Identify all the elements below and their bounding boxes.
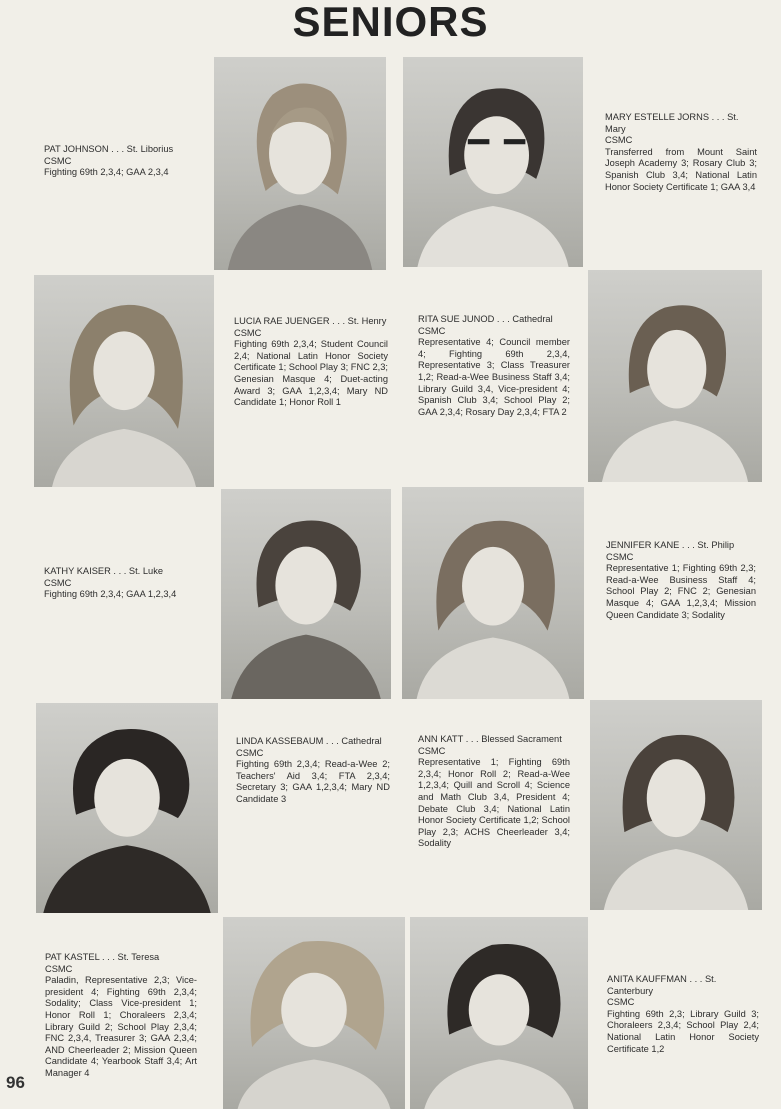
student-bio-lucia-juenger <box>234 316 388 409</box>
portrait-icon <box>590 700 762 910</box>
student-name: KATHY KAISER . . . St. Luke <box>44 566 164 576</box>
student-school: CSMC <box>607 997 635 1008</box>
student-name: RITA SUE JUNOD . . . Cathedral <box>418 314 553 324</box>
portrait-photo-mary-jorns <box>403 57 583 267</box>
student-activities: Fighting 69th 2,3,4; GAA 2,3,4 <box>44 167 169 178</box>
student-name: PAT KASTEL . . . St. Teresa <box>45 952 160 962</box>
student-activities: Fighting 69th 2,3,4; Read-a-Wee 2; Teachers' Aid 3,4; FTA 2,3,4; Secretary 3; GAA 1,2,3,4; Mary ND Candidate 3 <box>236 759 390 804</box>
student-school: CSMC <box>418 745 446 756</box>
student-name: MARY ESTELLE JORNS . . . St. Mary <box>605 112 739 134</box>
student-school: CSMC <box>606 551 634 562</box>
student-name: LINDA KASSEBAUM . . . Cathedral <box>236 736 382 746</box>
portrait-icon <box>402 487 584 699</box>
student-school: CSMC <box>418 325 446 336</box>
portrait-photo-ann-katt <box>590 700 762 910</box>
student-bio-kathy-kaiser <box>44 566 212 601</box>
portrait-icon <box>410 917 588 1109</box>
page-title: SENIORS <box>292 0 489 45</box>
student-activities: Paladin, Representative 2,3; Vice-president 4; Fighting 69th 2,3,4; Sodality; Class Vice-president 1; Honor Roll 1; Choraleers 2,3,4; Library Guild 2; School Play 2,3,4; FNC 2,3,4, Treasurer 3; GAA 2,3,4; AND Cheerleader 2; Mission Queen Candidate 4; Yearbook Staff 3,4; Art Manager 4 <box>45 975 197 1078</box>
portrait-photo-pat-johnson <box>214 57 386 270</box>
portrait-icon <box>588 270 762 482</box>
portrait-photo-pat-kastel <box>223 917 405 1109</box>
student-name: ANITA KAUFFMAN . . . St. Canterbury <box>607 974 717 996</box>
student-bio-pat-johnson <box>44 144 204 179</box>
portrait-icon <box>403 57 583 267</box>
student-bio-ann-katt <box>418 734 570 850</box>
student-activities: Representative 4; Council member 4; Fighting 69th 2,3,4, Representative 3; Class Treasurer 1,2; Read-a-Wee Business Staff 3,4; Library Guild 3,4, Vice-president 4; Spanish Club 3,4; School Play 2; GAA 2,3,4; Rosary Day 2,3,4; FTA 2 <box>418 337 570 417</box>
student-school: CSMC <box>605 135 633 146</box>
student-name: ANN KATT . . . Blessed Sacrament <box>418 734 562 744</box>
portrait-icon <box>223 917 405 1109</box>
student-bio-anita-kauffman <box>607 974 759 1055</box>
portrait-photo-linda-kassebaum <box>36 703 218 913</box>
portrait-photo-lucia-juenger <box>34 275 214 487</box>
student-school: CSMC <box>44 577 72 588</box>
student-school: CSMC <box>44 155 72 166</box>
student-bio-mary-jorns <box>605 112 757 193</box>
student-activities: Transferred from Mount Saint Joseph Academy 3; Rosary Club 3; Spanish Club 3,4; National Latin Honor Society Certificate 1; GAA 3,4 <box>605 146 757 192</box>
portrait-photo-jennifer-kane <box>402 487 584 699</box>
student-bio-linda-kassebaum <box>236 736 390 806</box>
portrait-photo-kathy-kaiser <box>221 489 391 699</box>
student-school: CSMC <box>234 327 262 338</box>
student-name: JENNIFER KANE . . . St. Philip <box>606 540 735 550</box>
portrait-photo-anita-kauffman <box>410 917 588 1109</box>
student-name: LUCIA RAE JUENGER . . . St. Henry <box>234 316 387 326</box>
portrait-icon <box>36 703 218 913</box>
portrait-icon <box>34 275 214 487</box>
student-school: CSMC <box>236 747 264 758</box>
page-number: 96 <box>6 1073 25 1092</box>
portrait-icon <box>221 489 391 699</box>
portrait-photo-rita-junod <box>588 270 762 482</box>
student-activities: Representative 1; Fighting 69th 2,3; Read-a-Wee Business Staff 4; School Play 2; FNC 2; Genesian Masque 4; GAA 1,2,3,4; Mission Queen Candidate 3; Sodality <box>606 563 756 620</box>
student-activities: Representative 1; Fighting 69th 2,3,4; Honor Roll 2; Read-a-Wee 1,2,3,4; Quill and Scroll 4; Science and Math Club 3,4, President 4; Debate Club 3,4; National Latin Honor Society Certificate 1,2; School Play 2,3; ACHS Cheerleader 3,4; Sodality <box>418 757 570 849</box>
student-activities: Fighting 69th 2,3,4; Student Council 2,4; National Latin Honor Society Certificate 1; School Play 3; FNC 2,3; Genesian Masque 4; Duet-acting Award 3; GAA 1,2,3,4; Mary ND Candidate 1; Honor Roll 1 <box>234 339 388 408</box>
student-name: PAT JOHNSON . . . St. Liborius <box>44 144 174 154</box>
portrait-icon <box>214 57 386 270</box>
student-school: CSMC <box>45 963 73 974</box>
student-bio-rita-junod <box>418 314 570 418</box>
student-activities: Fighting 69th 2,3,4; GAA 1,2,3,4 <box>44 589 177 600</box>
student-bio-jennifer-kane <box>606 540 756 621</box>
student-activities: Fighting 69th 2,3; Library Guild 3; Choraleers 2,3,4; School Play 2,4; National Latin Honor Society Certificate 1,2 <box>607 1008 759 1054</box>
student-bio-pat-kastel <box>45 952 197 1080</box>
